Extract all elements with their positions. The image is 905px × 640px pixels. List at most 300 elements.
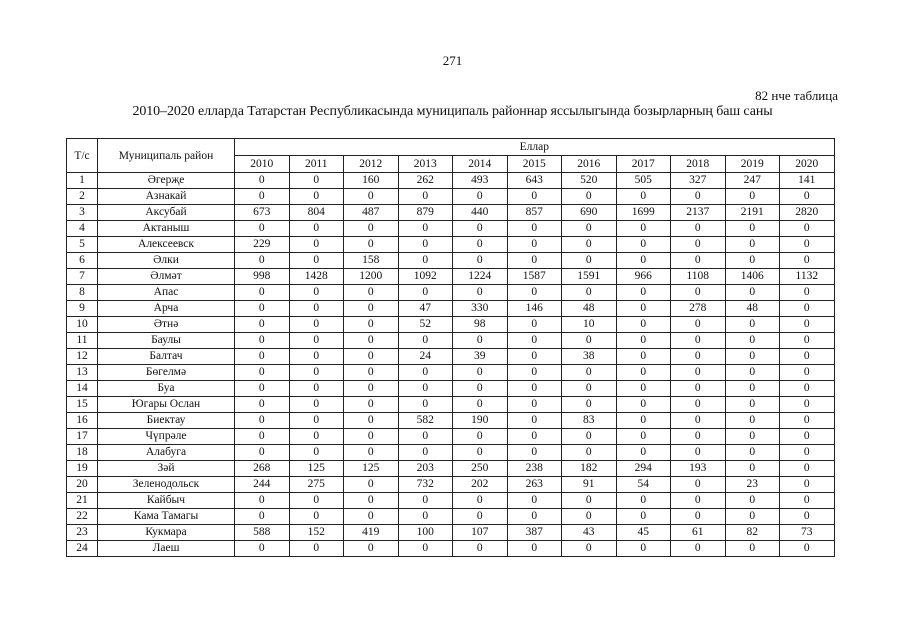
value-cell: 493 [453,173,508,189]
value-cell: 0 [725,541,780,557]
row-number: 2 [67,189,98,205]
value-cell: 520 [562,173,617,189]
value-cell: 0 [344,317,399,333]
district-name: Кайбыч [98,493,235,509]
value-cell: 47 [398,301,453,317]
value-cell: 1591 [562,269,617,285]
district-name: Зәй [98,461,235,477]
value-cell: 588 [235,525,290,541]
value-cell: 23 [725,477,780,493]
value-cell: 0 [725,317,780,333]
district-name: Әлки [98,253,235,269]
value-cell: 0 [344,221,399,237]
value-cell: 0 [671,189,726,205]
value-cell: 0 [398,397,453,413]
row-number: 10 [67,317,98,333]
table-row [67,429,835,445]
value-cell: 998 [235,269,290,285]
row-number: 14 [67,381,98,397]
row-number: 9 [67,301,98,317]
table-header [67,139,835,173]
value-cell: 52 [398,317,453,333]
table-title: 2010–2020 елларда Татарстан Республикасында муниципаль районнар яссылыгында бозырларның баш саны [132,104,773,119]
value-cell: 2820 [780,205,835,221]
table-row [67,333,835,349]
value-cell: 294 [616,461,671,477]
value-cell: 263 [507,477,562,493]
value-cell: 0 [507,189,562,205]
value-cell: 0 [616,221,671,237]
value-cell: 0 [780,397,835,413]
value-cell: 0 [725,461,780,477]
value-cell: 0 [235,317,290,333]
value-cell: 160 [344,173,399,189]
row-number: 12 [67,349,98,365]
value-cell: 0 [507,349,562,365]
header-year: 2020 [780,156,835,173]
row-number: 7 [67,269,98,285]
value-cell: 0 [562,493,617,509]
value-cell: 0 [453,429,508,445]
table-row [67,445,835,461]
value-cell: 0 [616,253,671,269]
value-cell: 0 [289,429,344,445]
value-cell: 0 [398,253,453,269]
table-row [67,381,835,397]
value-cell: 0 [289,189,344,205]
value-cell: 238 [507,461,562,477]
value-cell: 0 [780,413,835,429]
district-name: Зеленодольск [98,477,235,493]
value-cell: 158 [344,253,399,269]
value-cell: 0 [725,429,780,445]
value-cell: 0 [562,237,617,253]
row-number: 21 [67,493,98,509]
value-cell: 0 [344,397,399,413]
table-row [67,525,835,541]
value-cell: 0 [453,365,508,381]
table-row [67,349,835,365]
district-name: Азнакай [98,189,235,205]
value-cell: 0 [289,349,344,365]
value-cell: 0 [671,445,726,461]
value-cell: 0 [344,381,399,397]
value-cell: 0 [453,221,508,237]
value-cell: 262 [398,173,453,189]
value-cell: 330 [453,301,508,317]
district-name: Әлмәт [98,269,235,285]
value-cell: 0 [725,397,780,413]
value-cell: 0 [671,237,726,253]
district-name: Аксубай [98,205,235,221]
table-row [67,189,835,205]
value-cell: 0 [289,285,344,301]
value-cell: 0 [507,333,562,349]
value-cell: 125 [289,461,344,477]
value-cell: 0 [453,253,508,269]
value-cell: 0 [562,541,617,557]
value-cell: 0 [780,461,835,477]
value-cell: 83 [562,413,617,429]
row-number: 17 [67,429,98,445]
value-cell: 0 [780,365,835,381]
value-cell: 0 [780,253,835,269]
value-cell: 0 [725,413,780,429]
value-cell: 48 [562,301,617,317]
value-cell: 146 [507,301,562,317]
value-cell: 0 [507,493,562,509]
value-cell: 0 [725,189,780,205]
value-cell: 0 [562,509,617,525]
value-cell: 0 [671,509,726,525]
row-number: 1 [67,173,98,189]
value-cell: 0 [235,285,290,301]
value-cell: 0 [344,413,399,429]
value-cell: 0 [780,493,835,509]
header-year: 2018 [671,156,726,173]
value-cell: 0 [344,509,399,525]
header-year: 2017 [616,156,671,173]
value-cell: 73 [780,525,835,541]
value-cell: 0 [562,333,617,349]
value-cell: 0 [507,253,562,269]
value-cell: 48 [725,301,780,317]
value-cell: 278 [671,301,726,317]
value-cell: 247 [725,173,780,189]
value-cell: 0 [616,429,671,445]
value-cell: 0 [453,541,508,557]
value-cell: 0 [780,301,835,317]
district-name: Әтнә [98,317,235,333]
row-number: 11 [67,333,98,349]
value-cell: 0 [562,253,617,269]
value-cell: 0 [289,445,344,461]
value-cell: 0 [507,397,562,413]
value-cell: 182 [562,461,617,477]
page-number: 271 [442,53,463,68]
value-cell: 0 [344,333,399,349]
value-cell: 0 [289,381,344,397]
value-cell: 125 [344,461,399,477]
table-row [67,237,835,253]
value-cell: 0 [671,413,726,429]
value-cell: 0 [671,349,726,365]
value-cell: 1428 [289,269,344,285]
value-cell: 0 [453,189,508,205]
value-cell: 0 [507,365,562,381]
value-cell: 0 [453,509,508,525]
value-cell: 0 [616,285,671,301]
value-cell: 0 [671,429,726,445]
value-cell: 0 [780,445,835,461]
value-cell: 0 [725,333,780,349]
district-name: Алабуга [98,445,235,461]
value-cell: 0 [235,445,290,461]
value-cell: 966 [616,269,671,285]
row-number: 19 [67,461,98,477]
value-cell: 0 [235,493,290,509]
value-cell: 0 [289,237,344,253]
value-cell: 0 [671,317,726,333]
value-cell: 0 [616,493,671,509]
value-cell: 0 [780,189,835,205]
value-cell: 0 [289,253,344,269]
value-cell: 0 [344,285,399,301]
value-cell: 1224 [453,269,508,285]
value-cell: 0 [725,445,780,461]
value-cell: 0 [671,285,726,301]
value-cell: 45 [616,525,671,541]
value-cell: 0 [289,365,344,381]
value-cell: 0 [780,349,835,365]
value-cell: 0 [235,221,290,237]
value-cell: 0 [671,221,726,237]
value-cell: 0 [398,541,453,557]
value-cell: 1200 [344,269,399,285]
value-cell: 0 [398,189,453,205]
value-cell: 0 [671,493,726,509]
value-cell: 24 [398,349,453,365]
value-cell: 250 [453,461,508,477]
value-cell: 0 [671,253,726,269]
value-cell: 202 [453,477,508,493]
value-cell: 0 [780,333,835,349]
value-cell: 0 [507,541,562,557]
value-cell: 0 [507,445,562,461]
row-number: 20 [67,477,98,493]
value-cell: 0 [453,237,508,253]
value-cell: 0 [671,477,726,493]
row-number: 5 [67,237,98,253]
value-cell: 0 [671,381,726,397]
table-row [67,317,835,333]
district-name: Балтач [98,349,235,365]
value-cell: 0 [780,237,835,253]
value-cell: 0 [780,317,835,333]
value-cell: 61 [671,525,726,541]
value-cell: 0 [398,493,453,509]
value-cell: 0 [616,189,671,205]
value-cell: 203 [398,461,453,477]
value-cell: 0 [507,413,562,429]
value-cell: 0 [780,477,835,493]
district-name: Югары Ослан [98,397,235,413]
value-cell: 0 [235,189,290,205]
value-cell: 419 [344,525,399,541]
value-cell: 0 [235,509,290,525]
row-number: 23 [67,525,98,541]
header-years-group: Еллар [235,139,835,156]
value-cell: 0 [235,541,290,557]
value-cell: 0 [616,333,671,349]
value-cell: 0 [289,333,344,349]
value-cell: 0 [780,381,835,397]
value-cell: 0 [616,541,671,557]
header-district: Муниципаль район [98,139,235,173]
value-cell: 0 [562,221,617,237]
value-cell: 582 [398,413,453,429]
value-cell: 0 [616,445,671,461]
district-name: Биектау [98,413,235,429]
value-cell: 0 [235,349,290,365]
value-cell: 0 [780,429,835,445]
row-number: 15 [67,397,98,413]
district-name: Актаныш [98,221,235,237]
value-cell: 0 [507,285,562,301]
value-cell: 690 [562,205,617,221]
value-cell: 0 [289,413,344,429]
value-cell: 0 [344,429,399,445]
value-cell: 0 [344,301,399,317]
district-name: Чүпрәле [98,429,235,445]
value-cell: 1587 [507,269,562,285]
value-cell: 0 [725,253,780,269]
value-cell: 0 [398,221,453,237]
district-name: Бөгелмә [98,365,235,381]
value-cell: 0 [344,349,399,365]
value-cell: 0 [725,349,780,365]
value-cell: 0 [780,509,835,525]
value-cell: 0 [507,237,562,253]
value-cell: 0 [453,397,508,413]
value-cell: 229 [235,237,290,253]
table-row [67,509,835,525]
value-cell: 440 [453,205,508,221]
value-cell: 2191 [725,205,780,221]
value-cell: 0 [289,173,344,189]
value-cell: 0 [507,381,562,397]
value-cell: 39 [453,349,508,365]
value-cell: 0 [398,237,453,253]
header-year: 2010 [235,156,290,173]
value-cell: 0 [780,221,835,237]
value-cell: 244 [235,477,290,493]
value-cell: 505 [616,173,671,189]
table-body [67,173,835,557]
table-row [67,173,835,189]
row-number: 22 [67,509,98,525]
header-year: 2011 [289,156,344,173]
value-cell: 1699 [616,205,671,221]
header-year: 2015 [507,156,562,173]
table-row [67,253,835,269]
value-cell: 0 [289,509,344,525]
value-cell: 0 [671,333,726,349]
table-row [67,205,835,221]
value-cell: 0 [398,381,453,397]
value-cell: 0 [616,237,671,253]
table-row [67,269,835,285]
header-number: Т/с [67,139,98,173]
header-year: 2014 [453,156,508,173]
row-number: 4 [67,221,98,237]
value-cell: 0 [780,285,835,301]
data-table [66,138,835,557]
value-cell: 1406 [725,269,780,285]
value-cell: 0 [507,429,562,445]
value-cell: 0 [616,301,671,317]
value-cell: 0 [289,541,344,557]
row-number: 13 [67,365,98,381]
value-cell: 0 [453,445,508,461]
value-cell: 0 [289,493,344,509]
district-name: Апас [98,285,235,301]
value-cell: 0 [671,541,726,557]
value-cell: 0 [235,301,290,317]
value-cell: 0 [235,413,290,429]
value-cell: 190 [453,413,508,429]
value-cell: 0 [562,285,617,301]
header-year: 2019 [725,156,780,173]
value-cell: 152 [289,525,344,541]
row-number: 16 [67,413,98,429]
value-cell: 0 [616,413,671,429]
value-cell: 0 [453,381,508,397]
value-cell: 54 [616,477,671,493]
value-cell: 0 [344,541,399,557]
table-row [67,221,835,237]
value-cell: 0 [398,429,453,445]
value-cell: 0 [671,365,726,381]
value-cell: 0 [289,397,344,413]
value-cell: 0 [235,173,290,189]
district-name: Кукмара [98,525,235,541]
value-cell: 0 [562,365,617,381]
value-cell: 0 [507,509,562,525]
value-cell: 91 [562,477,617,493]
value-cell: 0 [507,221,562,237]
district-name: Әгерҗе [98,173,235,189]
value-cell: 0 [616,509,671,525]
row-number: 18 [67,445,98,461]
value-cell: 98 [453,317,508,333]
value-cell: 387 [507,525,562,541]
header-year: 2012 [344,156,399,173]
district-name: Буа [98,381,235,397]
row-number: 6 [67,253,98,269]
value-cell: 0 [344,477,399,493]
district-name: Алексеевск [98,237,235,253]
value-cell: 275 [289,477,344,493]
value-cell: 0 [725,237,780,253]
value-cell: 0 [780,541,835,557]
value-cell: 2137 [671,205,726,221]
value-cell: 0 [235,333,290,349]
table-row [67,461,835,477]
value-cell: 0 [398,445,453,461]
value-cell: 0 [344,237,399,253]
row-number: 24 [67,541,98,557]
value-cell: 0 [616,349,671,365]
value-cell: 0 [398,509,453,525]
value-cell: 857 [507,205,562,221]
row-number: 3 [67,205,98,221]
value-cell: 100 [398,525,453,541]
value-cell: 0 [725,365,780,381]
value-cell: 0 [616,381,671,397]
value-cell: 0 [725,509,780,525]
table-row [67,541,835,557]
value-cell: 1108 [671,269,726,285]
value-cell: 0 [453,285,508,301]
table-row [67,365,835,381]
value-cell: 0 [289,317,344,333]
value-cell: 0 [398,285,453,301]
value-cell: 0 [344,445,399,461]
value-cell: 732 [398,477,453,493]
value-cell: 82 [725,525,780,541]
value-cell: 0 [616,365,671,381]
